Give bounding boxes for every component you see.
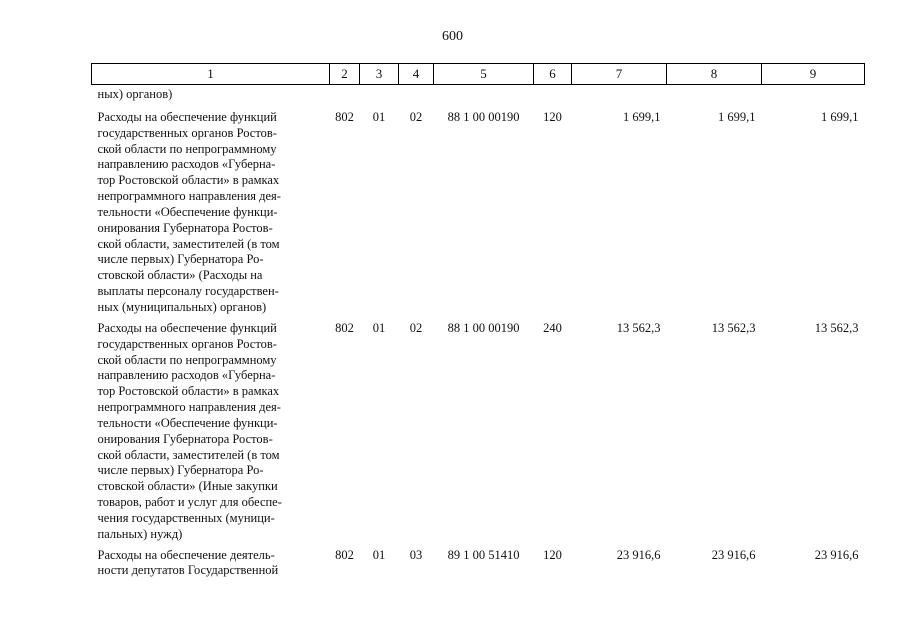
row-amount-1: 1 699,1 xyxy=(623,109,661,124)
row-amount-2: 23 916,6 xyxy=(711,547,756,562)
row-amount-3: 1 699,1 xyxy=(821,109,859,124)
column-header-amount-2: 8 xyxy=(667,64,762,85)
table-row xyxy=(92,543,865,580)
column-header-amount-1: 7 xyxy=(572,64,667,85)
row-ministry-code: 802 xyxy=(335,109,354,124)
row-subsection-code: 02 xyxy=(409,320,423,335)
row-subsection-code: 03 xyxy=(409,547,423,562)
page-number: 600 xyxy=(442,29,463,44)
row-subsection-code: 02 xyxy=(409,109,423,124)
row-amount-1: 13 562,3 xyxy=(616,320,661,335)
row-amount-3: 13 562,3 xyxy=(814,320,859,335)
column-header-expense-type: 6 xyxy=(534,64,572,85)
column-header-target: 5 xyxy=(434,64,534,85)
continuation-text: ных) органов) xyxy=(97,87,173,101)
row-amount-2: 13 562,3 xyxy=(711,320,756,335)
column-header-subsection: 4 xyxy=(399,64,434,85)
row-section-code: 01 xyxy=(372,547,386,562)
row-target-code: 88 1 00 00190 xyxy=(447,109,520,124)
row-target-code: 89 1 00 51410 xyxy=(447,547,520,562)
column-header-section: 3 xyxy=(360,64,399,85)
row-expense-type-code: 240 xyxy=(543,320,562,335)
row-description: Расходы на обеспечение функций государственных органов Ростов- ской области по непрограммному направлению расходов «Губерна- тор Ростовской области» в рамках непрограммного направления дея- тельности «Обеспечение функци- онирования Губернатора Ростов- ской области, заместителей (в том числе первых) Губернатора Ро- стовской области» (Расходы на выплаты персоналу государствен- ных (муниципальных) органов) xyxy=(97,109,281,314)
table-row xyxy=(92,103,865,316)
row-amount-1: 23 916,6 xyxy=(616,547,661,562)
row-description: Расходы на обеспечение функций государственных органов Ростов- ской области по непрограммному направлению расходов «Губерна- тор Ростовской области» в рамках непрограммного направления дея- тельности «Обеспечение функци- онирования Губернатора Ростов- ской области, заместителей (в том числе первых) Губернатора Ро- стовской области» (Иные закупки товаров, работ и услуг для обеспе- чения государственных (муници- пальных) нужд) xyxy=(97,320,282,541)
budget-table xyxy=(91,63,865,579)
continuation-row xyxy=(92,85,865,103)
row-ministry-code: 802 xyxy=(335,547,354,562)
table-header-row xyxy=(92,64,865,85)
row-expense-type-code: 120 xyxy=(543,109,562,124)
column-header-ministry: 2 xyxy=(330,64,360,85)
column-header-description: 1 xyxy=(92,64,330,85)
row-amount-3: 23 916,6 xyxy=(814,547,859,562)
column-header-amount-3: 9 xyxy=(762,64,865,85)
row-ministry-code: 802 xyxy=(335,320,354,335)
row-description: Расходы на обеспечение деятель- ности депутатов Государственной xyxy=(97,547,279,578)
row-section-code: 01 xyxy=(372,109,386,124)
row-expense-type-code: 120 xyxy=(543,547,562,562)
row-amount-2: 1 699,1 xyxy=(718,109,756,124)
table-row xyxy=(92,316,865,543)
row-target-code: 88 1 00 00190 xyxy=(447,320,520,335)
row-section-code: 01 xyxy=(372,320,386,335)
